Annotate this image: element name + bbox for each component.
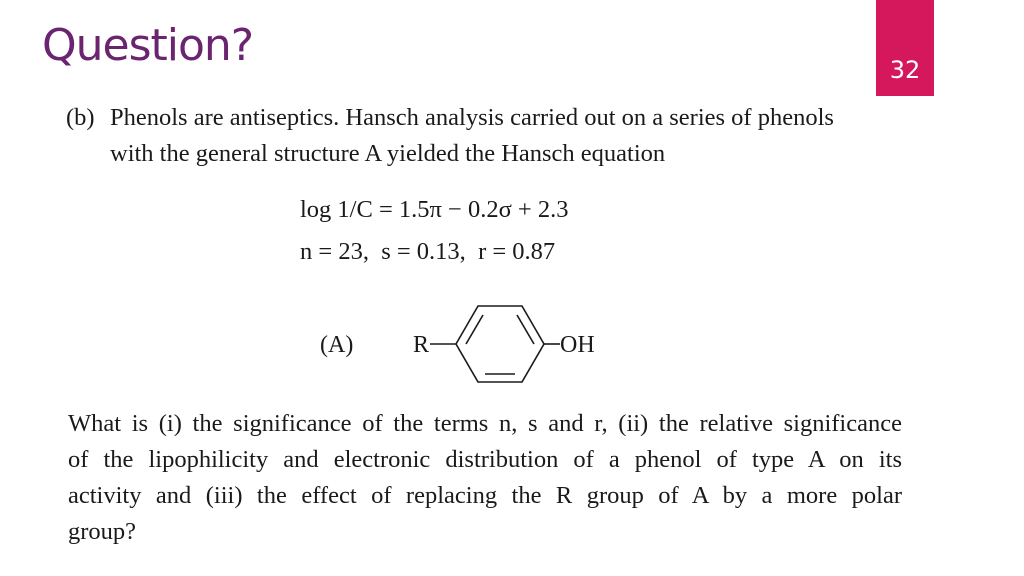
stat-s: s = 0.13, xyxy=(381,238,466,265)
slide-title: Question? xyxy=(42,20,254,71)
benzene-ring-icon xyxy=(430,300,560,386)
question-paragraph xyxy=(68,406,902,550)
question-line-1: What is (i) the significance of the terms n, s and r, (ii) the relative significance xyxy=(68,410,902,437)
structure-label: (A) xyxy=(320,332,354,358)
part-b-line-2: with the general structure A yielded the Hansch equation xyxy=(110,140,666,167)
question-line-2: of the lipophilicity and electronic distribution of a phenol of type A on its xyxy=(68,446,902,473)
part-b-label: (b) xyxy=(66,104,95,131)
part-b-line-1-text: Phenols are antiseptics. Hansch analysis carried out on a series of phenols xyxy=(110,104,834,131)
hansch-equation: log 1/C = 1.5π − 0.2σ + 2.3 xyxy=(300,196,569,223)
slide-number: 32 xyxy=(889,56,921,84)
stat-n: n = 23, xyxy=(300,238,369,265)
regression-statistics xyxy=(300,238,555,266)
question-line-4: group? xyxy=(68,518,137,545)
substituent-r-label: R xyxy=(413,332,430,358)
hydroxyl-group-label: OH xyxy=(560,332,595,358)
part-b-line-1 xyxy=(66,100,916,136)
slide-number-tab xyxy=(876,0,934,96)
stat-r: r = 0.87 xyxy=(478,238,556,265)
question-line-3: activity and (iii) the effect of replacing the R group of A by a more polar xyxy=(68,482,902,509)
part-b-paragraph xyxy=(66,100,916,172)
